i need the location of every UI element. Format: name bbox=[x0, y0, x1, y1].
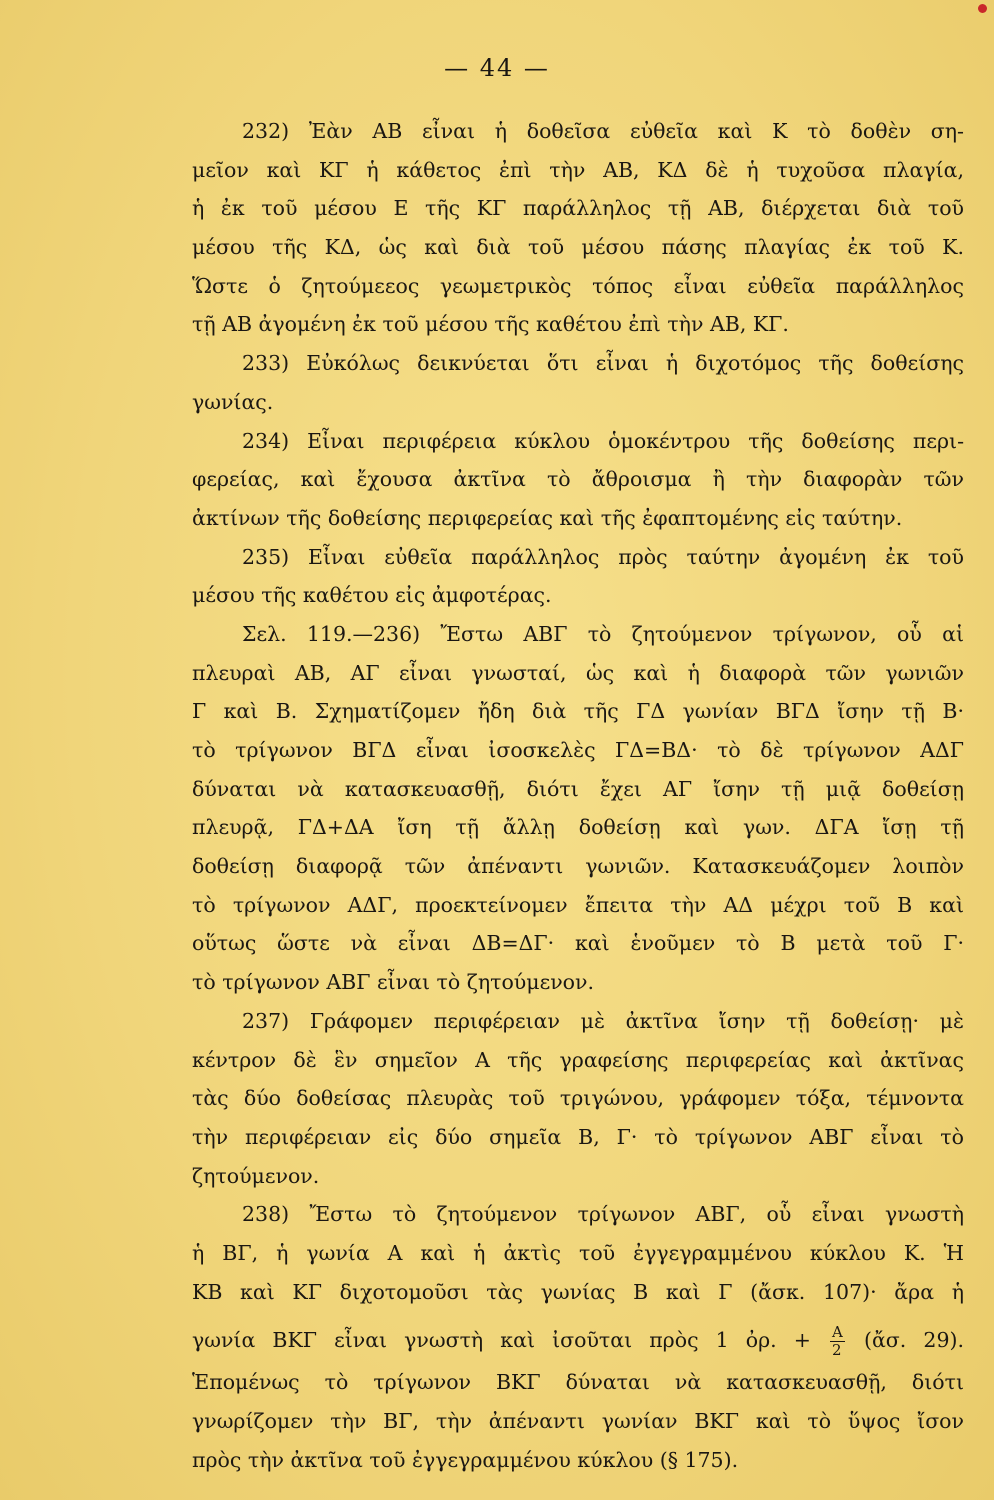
page-number: — 44 — bbox=[444, 54, 550, 82]
text-line: δύναται νὰ κατασκευασθῇ, διότι ἔχει ΑΓ ἴσην τῇ μιᾷ δοθείσῃ bbox=[192, 776, 964, 801]
text-line: 235) Εἶναι εὐθεῖα παράλληλος πρὸς ταύτην ἀγομένη ἐκ τοῦ bbox=[242, 544, 964, 569]
text-line: μέσου τῆς καθέτου εἰς ἀμφοτέρας. bbox=[192, 583, 552, 608]
text-line: μέσου τῆς ΚΔ, ὡς καὶ διὰ τοῦ μέσου πάσης πλαγίας ἐκ τοῦ Κ. bbox=[192, 235, 964, 260]
text-line: Ἑπομένως τὸ τρίγωνον ΒΚΓ δύναται νὰ κατασκευασθῇ, διότι bbox=[192, 1370, 964, 1395]
text-line: 232) Ἐὰν ΑΒ εἶναι ἡ δοθεῖσα εὐθεῖα καὶ Κ τὸ δοθὲν ση- bbox=[242, 119, 964, 143]
text-line: τῇ ΑΒ ἀγομένη ἐκ τοῦ μέσου τῆς καθέτου ἐπὶ τὴν ΑΒ, ΚΓ. bbox=[192, 312, 789, 337]
red-ink-dot bbox=[978, 4, 987, 13]
text-line: Σελ. 119.—236) Ἔστω ΑΒΓ τὸ ζητούμενον τρίγωνον, οὗ αἱ bbox=[242, 621, 964, 646]
text-line-with-fraction bbox=[192, 1311, 964, 1363]
text-line: τὸ τρίγωνον ΑΒΓ εἶναι τὸ ζητούμενον. bbox=[192, 970, 594, 995]
text-line: ἡ ἐκ τοῦ μέσου Ε τῆς ΚΓ παράλληλος τῇ ΑΒ, διέρχεται διὰ τοῦ bbox=[192, 196, 964, 221]
text-line: γωνίας. bbox=[192, 389, 274, 414]
text-line: τὴν περιφέρειαν εἰς δύο σημεῖα Β, Γ· τὸ τρίγωνον ΑΒΓ εἶναι τὸ bbox=[192, 1124, 964, 1149]
text-segment: γωνία ΒΚΓ εἶναι γνωστὴ καὶ ἰσοῦται πρὸς 1 ὀρ. + bbox=[192, 1328, 811, 1353]
text-line: μεῖον καὶ ΚΓ ἡ κάθετος ἐπὶ τὴν ΑΒ, ΚΔ δὲ ἡ τυχοῦσα πλαγία, bbox=[192, 157, 964, 182]
text-line: δοθείσῃ διαφορᾷ τῶν ἀπέναντι γωνιῶν. Κατασκευάζομεν λοιπὸν bbox=[192, 854, 964, 879]
text-line: φερείας, καὶ ἔχουσα ἀκτῖνα τὸ ἄθροισμα ἢ τὴν διαφορὰν τῶν bbox=[192, 467, 964, 492]
text-line: τὸ τρίγωνον ΒΓΔ εἶναι ἰσοσκελὲς ΓΔ=ΒΔ· τὸ δὲ τρίγωνον ΑΔΓ bbox=[192, 738, 964, 762]
text-line: πρὸς τὴν ἀκτῖνα τοῦ ἐγγεγραμμένου κύκλου (§ 175). bbox=[192, 1447, 739, 1472]
text-line: κέντρον δὲ ἓν σημεῖον Α τῆς γραφείσης περιφερείας καὶ ἀκτῖνας bbox=[192, 1047, 964, 1072]
page-text bbox=[192, 112, 964, 1479]
text-line: ΚΒ καὶ ΚΓ διχοτομοῦσι τὰς γωνίας Β καὶ Γ (ἄσκ. 107)· ἄρα ἡ bbox=[192, 1279, 964, 1304]
fraction bbox=[830, 1324, 845, 1359]
text-line: τὸ τρίγωνον ΑΔΓ, προεκτείνομεν ἔπειτα τὴν ΑΔ μέχρι τοῦ Β καὶ bbox=[192, 892, 964, 917]
text-line: πλευρᾷ, ΓΔ+ΔΑ ἴση τῇ ἄλλῃ δοθείσῃ καὶ γων. ΔΓΑ ἴσῃ τῇ bbox=[192, 815, 964, 840]
text-line: οὕτως ὥστε νὰ εἶναι ΔΒ=ΔΓ· καὶ ἑνοῦμεν τὸ Β μετὰ τοῦ Γ· bbox=[192, 931, 964, 956]
text-line: Γ καὶ Β. Σχηματίζομεν ἤδη διὰ τῆς ΓΔ γωνίαν ΒΓΔ ἴσην τῇ Β· bbox=[192, 699, 964, 724]
text-line: ἡ ΒΓ, ἡ γωνία Α καὶ ἡ ἀκτὶς τοῦ ἐγγεγραμμένου κύκλου Κ. Ἡ bbox=[192, 1240, 964, 1265]
text-line: τὰς δύο δοθείσας πλευρὰς τοῦ τριγώνου, γράφομεν τόξα, τέμνοντα bbox=[192, 1086, 964, 1111]
text-line: Ὥστε ὁ ζητούμεεος γεωμετρικὸς τόπος εἶναι εὐθεῖα παράλληλος bbox=[192, 273, 964, 298]
text-line: 233) Εὐκόλως δεικνύεται ὅτι εἶναι ἡ διχοτόμος τῆς δοθείσης bbox=[242, 351, 964, 376]
text-segment: (ἄσ. 29). bbox=[863, 1328, 964, 1353]
text-line: γνωρίζομεν τὴν ΒΓ, τὴν ἀπέναντι γωνίαν ΒΚΓ καὶ τὸ ὕψος ἴσον bbox=[192, 1409, 964, 1433]
text-line: πλευραὶ ΑΒ, ΑΓ εἶναι γνωσταί, ὡς καὶ ἡ διαφορὰ τῶν γωνιῶν bbox=[192, 660, 964, 685]
text-line: ζητούμενον. bbox=[192, 1163, 320, 1188]
text-line: ἀκτίνων τῆς δοθείσης περιφερείας καὶ τῆς ἐφαπτομένης εἰς ταύτην. bbox=[192, 505, 903, 530]
text-line: 234) Εἶναι περιφέρεια κύκλου ὁμοκέντρου τῆς δοθείσης περι- bbox=[242, 428, 964, 453]
text-line: 238) Ἔστω τὸ ζητούμενον τρίγωνον ΑΒΓ, οὗ εἶναι γνωστὴ bbox=[242, 1202, 964, 1227]
fraction-denominator: 2 bbox=[832, 1341, 842, 1360]
fraction-numerator: Α bbox=[832, 1323, 843, 1342]
text-line: 237) Γράφομεν περιφέρειαν μὲ ἀκτῖνα ἴσην τῇ δοθείσῃ· μὲ bbox=[242, 1008, 964, 1033]
